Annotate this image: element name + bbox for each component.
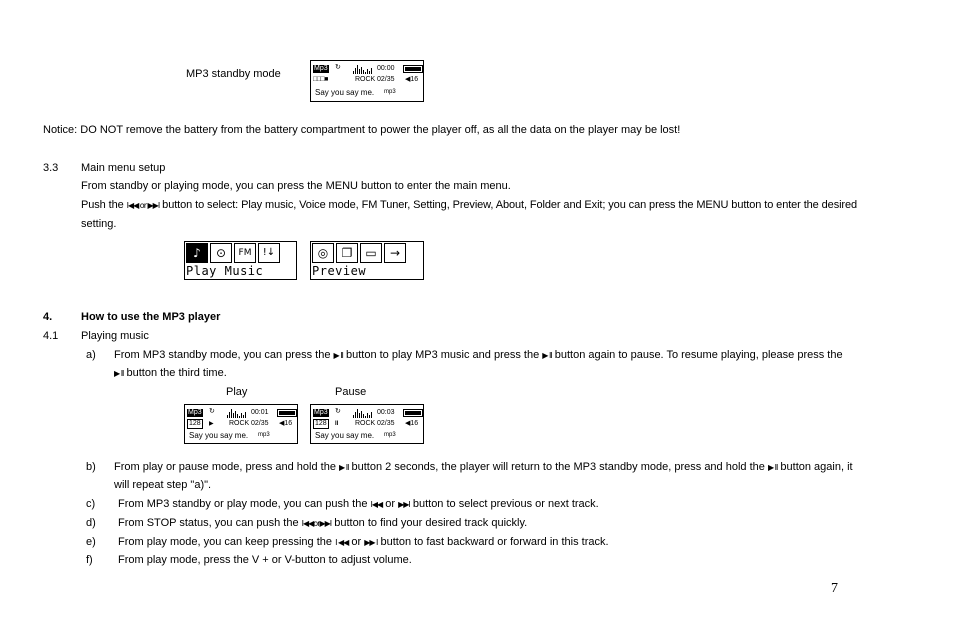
spectrum-icon — [353, 64, 372, 74]
subsection-title: Playing music — [81, 330, 149, 342]
song-title: Say you say me. — [189, 431, 249, 440]
section-title: How to use the MP3 player — [81, 311, 221, 323]
standby-mode-label: MP3 standby mode — [186, 68, 281, 80]
repeat-icon: ↻ — [335, 408, 341, 415]
play-lcd-screen — [184, 404, 298, 444]
fm-radio-icon: FM — [234, 243, 256, 263]
play-pause-icon: ▶ II — [114, 369, 124, 378]
pause-label: Pause — [335, 386, 367, 398]
pause-state-icon: II — [335, 421, 339, 427]
play-pause-icon: ▶ II — [542, 351, 552, 360]
section-title: Main menu setup — [81, 162, 166, 174]
file-ext: mp3 — [258, 432, 270, 438]
standby-lcd-screen — [310, 60, 424, 102]
spectrum-icon — [227, 408, 246, 418]
prev-next-icon: I◀◀or▶▶I — [301, 519, 332, 528]
text-fragment: button to fast backward or forward in this track. — [380, 536, 609, 548]
time-readout: 00:01 — [251, 409, 269, 416]
fast-forward-icon: ▶▶ I — [364, 538, 378, 547]
repeat-icon: ↻ — [209, 408, 215, 415]
item-letter: c) — [86, 498, 96, 510]
play-pause-icon: ▶ II — [339, 463, 349, 472]
menu-screen-play-music — [184, 241, 297, 280]
item-letter: f) — [86, 554, 93, 566]
paragraph-line: will repeat step "a)". — [114, 479, 212, 491]
paragraph-line — [81, 199, 857, 211]
play-pause-icon: ▶ II — [333, 351, 343, 360]
volume-level: ◀16 — [405, 420, 419, 427]
paragraph-line — [114, 349, 843, 361]
eq-mode: ROCK — [355, 76, 376, 83]
text-fragment: button the third time. — [126, 367, 227, 379]
menu-label: Play Music — [186, 264, 264, 278]
mode-badge: Mp3 — [314, 65, 328, 72]
text-fragment: button again, it — [780, 461, 853, 473]
folder-icon: ▭ — [360, 243, 382, 263]
bitrate-badge: 128 — [315, 420, 327, 427]
text-fragment: From play or pause mode, press and hold the — [114, 461, 336, 473]
prev-next-icon: I◀◀ or ▶▶I — [126, 201, 160, 210]
repeat-icon: ↻ — [335, 64, 341, 71]
previous-track-icon: I◀◀ — [370, 500, 383, 509]
spectrum-icon — [353, 408, 372, 418]
section-number: 3.3 — [43, 162, 59, 174]
track-counter: 02/35 — [251, 420, 269, 427]
page-number: 7 — [831, 581, 838, 596]
paragraph-line — [118, 536, 609, 548]
item-letter: d) — [86, 517, 96, 529]
eq-mode: ROCK — [229, 420, 250, 427]
paragraph-line — [118, 517, 527, 529]
play-pause-icon: ▶ II — [767, 463, 778, 472]
bitrate-badge: 128 — [189, 420, 201, 427]
rewind-icon: I ◀◀ — [335, 538, 349, 547]
text-fragment: From STOP status, you can push the — [118, 517, 299, 529]
exit-icon: → — [384, 243, 406, 263]
next-track-icon: ▶▶I — [398, 500, 410, 509]
paragraph-line: setting. — [81, 218, 117, 230]
time-readout: 00:03 — [377, 409, 395, 416]
subsection-number: 4.1 — [43, 330, 59, 342]
file-ext: mp3 — [384, 89, 396, 95]
song-title: Say you say me. — [315, 431, 375, 440]
paragraph-line — [118, 498, 599, 510]
text-fragment: button 2 seconds, the player will return to the MP3 standby mode, press and hold the — [351, 461, 765, 473]
file-ext: mp3 — [384, 432, 396, 438]
setting-icon: !↓ — [258, 243, 280, 263]
battery-icon — [277, 409, 297, 417]
battery-icon — [403, 65, 423, 73]
text-fragment: button to select previous or next track. — [412, 498, 599, 510]
battery-notice: Notice: DO NOT remove the battery from the battery compartment to power the player off, as all the data on the player may be lost! — [43, 124, 681, 136]
stop-indicator-icon: □□□■ — [313, 76, 328, 83]
text-fragment: or — [351, 536, 362, 548]
menu-label: Preview — [312, 264, 367, 278]
preview-icon: ◎ — [312, 243, 334, 263]
microphone-icon: ⊙ — [210, 243, 232, 263]
item-letter: b) — [86, 461, 96, 473]
text-fragment: button to select: Play music, Voice mode, FM Tuner, Setting, Preview, About, Folder and Exit; you can press the MENU button to enter the desired — [162, 199, 858, 211]
play-label: Play — [226, 386, 248, 398]
volume-level: ◀16 — [279, 420, 293, 427]
text-fragment: button to play MP3 music and press the — [345, 349, 540, 361]
play-state-icon: ▶ — [209, 421, 214, 427]
mode-badge: Mp3 — [314, 409, 328, 416]
track-counter: 02/35 — [377, 420, 395, 427]
pause-lcd-screen — [310, 404, 424, 444]
paragraph-line — [114, 367, 227, 379]
eq-mode: ROCK — [355, 420, 376, 427]
paragraph-line: From play mode, press the V + or V-button to adjust volume. — [118, 554, 412, 566]
mode-badge: Mp3 — [188, 409, 202, 416]
music-note-icon: ♪ — [186, 243, 208, 263]
song-title: Say you say me. — [315, 88, 375, 97]
battery-icon — [403, 409, 423, 417]
about-icon: ❐ — [336, 243, 358, 263]
text-fragment: Push the — [81, 199, 124, 211]
text-fragment: button to find your desired track quickly. — [334, 517, 528, 529]
text-fragment: From MP3 standby mode, you can press the — [114, 349, 331, 361]
item-letter: a) — [86, 349, 96, 361]
section-number: 4. — [43, 311, 53, 323]
paragraph-line: From standby or playing mode, you can press the MENU button to enter the main menu. — [81, 180, 511, 192]
item-letter: e) — [86, 536, 96, 548]
text-fragment: or — [385, 498, 396, 510]
text-fragment: button again to pause. To resume playing, please press the — [554, 349, 843, 361]
volume-level: ◀16 — [405, 76, 419, 83]
text-fragment: From play mode, you can keep pressing the — [118, 536, 333, 548]
paragraph-line — [114, 461, 853, 473]
menu-screen-preview — [310, 241, 424, 280]
text-fragment: From MP3 standby or play mode, you can push the — [118, 498, 368, 510]
track-counter: 02/35 — [377, 76, 395, 83]
time-readout: 00:00 — [377, 65, 395, 72]
